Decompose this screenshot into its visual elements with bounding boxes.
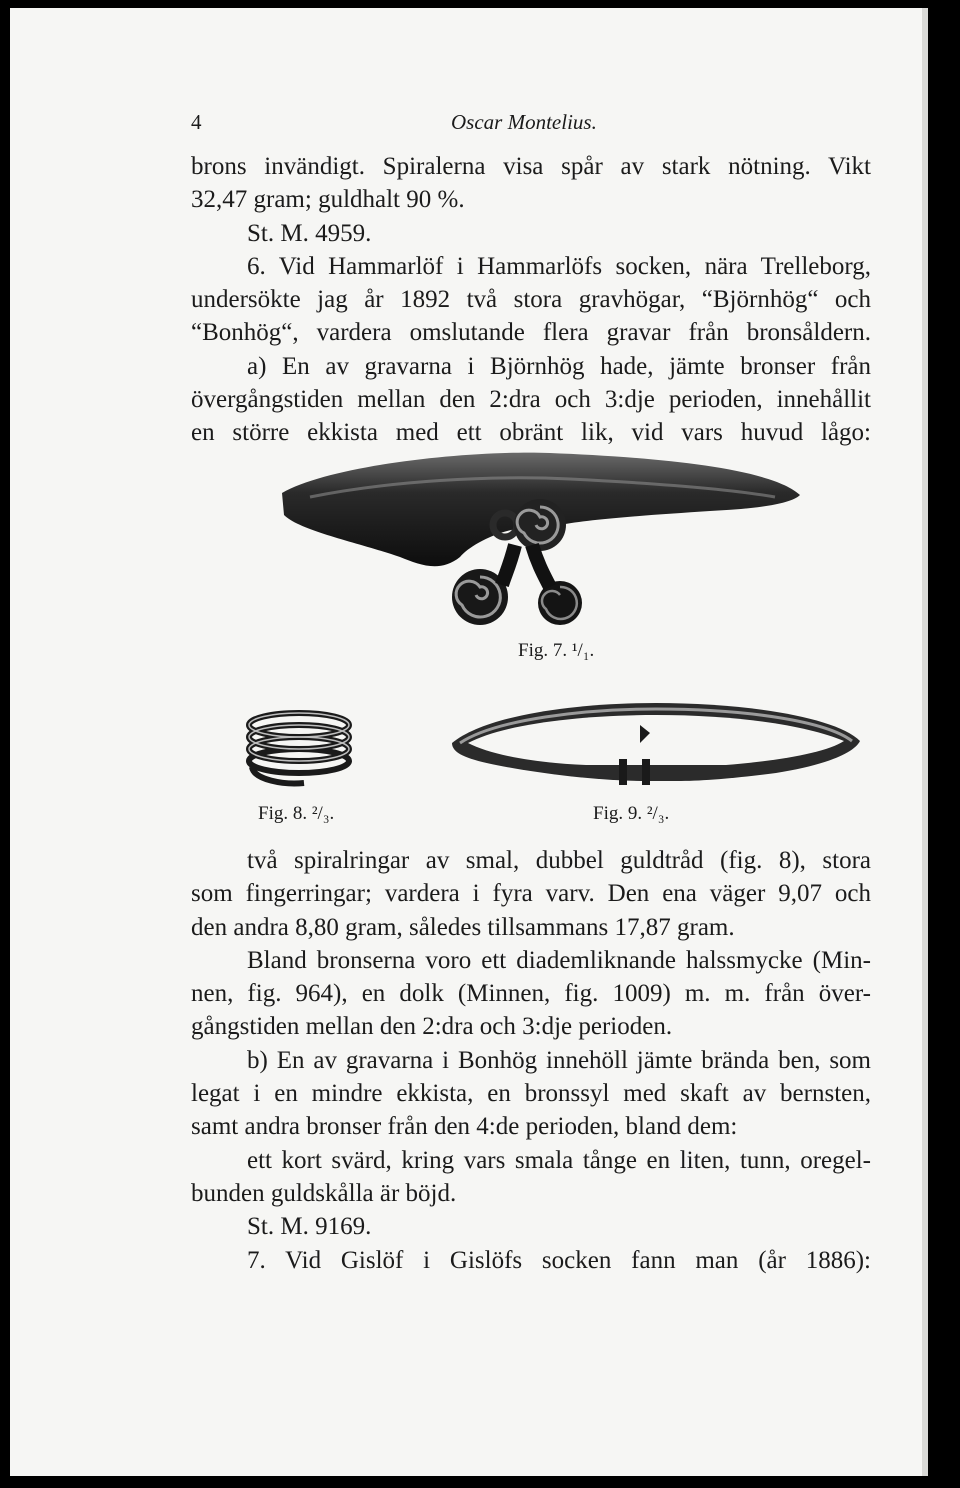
text-line: legat i en mindre ekkista, en bronssyl med skaft av bernsten,: [191, 1080, 871, 1108]
text-line: övergångstiden mellan den 2:dra och 3:dje perioden, innehållit: [191, 386, 871, 414]
running-header: [191, 110, 871, 140]
fig7-spiral-ring-image: [270, 445, 810, 645]
text-line: b) En av gravarna i Bonhög innehöll jämte brända ben, som: [247, 1046, 871, 1074]
text-line: två spiralringar av smal, dubbel guldtråd (fig. 8), stora: [247, 847, 871, 874]
fig9-caption: Fig. 9. ²/₃.: [593, 803, 670, 824]
text-line: en större ekkista med ett obränt lik, vid vars huvud lågo:: [191, 419, 871, 447]
text-line: undersökte jag år 1892 två stora gravhögar, “Björnhög“ och: [191, 286, 871, 314]
fig9-bronze-ring-image: [446, 695, 866, 795]
text-line: St. M. 9169.: [247, 1213, 372, 1241]
text-line: den andra 8,80 gram, således tillsammans 17,87 gram.: [191, 913, 735, 941]
text-line: bunden guldskålla är böjd.: [191, 1179, 457, 1207]
text-line: som fingerringar; vardera i fyra varv. Den ena väger 9,07 och: [191, 880, 871, 908]
text-line: 6. Vid Hammarlöf i Hammarlöfs socken, nära Trelleborg,: [247, 252, 871, 280]
fig8-caption: Fig. 8. ²/₃.: [258, 803, 335, 824]
text-line: “Bonhög“, vardera omslutande flera gravar från bronsåldern.: [191, 319, 871, 347]
text-line: brons invändigt. Spiralerna visa spår av stark nötning. Vikt: [191, 153, 871, 180]
text-line: ett kort svärd, kring vars smala tånge en liten, tunn, oregel-: [247, 1146, 871, 1174]
fig7-caption: Fig. 7. ¹/₁.: [518, 640, 595, 661]
text-line: samt andra bronser från den 4:de perioden, bland dem:: [191, 1113, 738, 1141]
text-line: St. M. 4959.: [247, 219, 372, 247]
text-line: nen, fig. 964), en dolk (Minnen, fig. 1009) m. m. från över-: [191, 980, 871, 1008]
running-title: Oscar Montelius.: [451, 110, 597, 134]
text-line: a) En av gravarna i Björnhög hade, jämte bronser från: [247, 352, 871, 380]
text-line: Bland bronserna voro ett diademliknande halssmycke (Min-: [247, 946, 871, 974]
page-number: 4: [191, 110, 202, 134]
text-line: 32,47 gram; guldhalt 90 %.: [191, 186, 465, 214]
text-line: gångstiden mellan den 2:dra och 3:dje perioden.: [191, 1013, 673, 1041]
text-line: 7. Vid Gislöf i Gislöfs socken fann man (år 1886):: [247, 1246, 871, 1274]
paragraph-block-1: [191, 150, 871, 450]
fig8-spiral-gold-ring-image: [244, 705, 364, 795]
paragraph-block-2: [191, 844, 871, 1277]
